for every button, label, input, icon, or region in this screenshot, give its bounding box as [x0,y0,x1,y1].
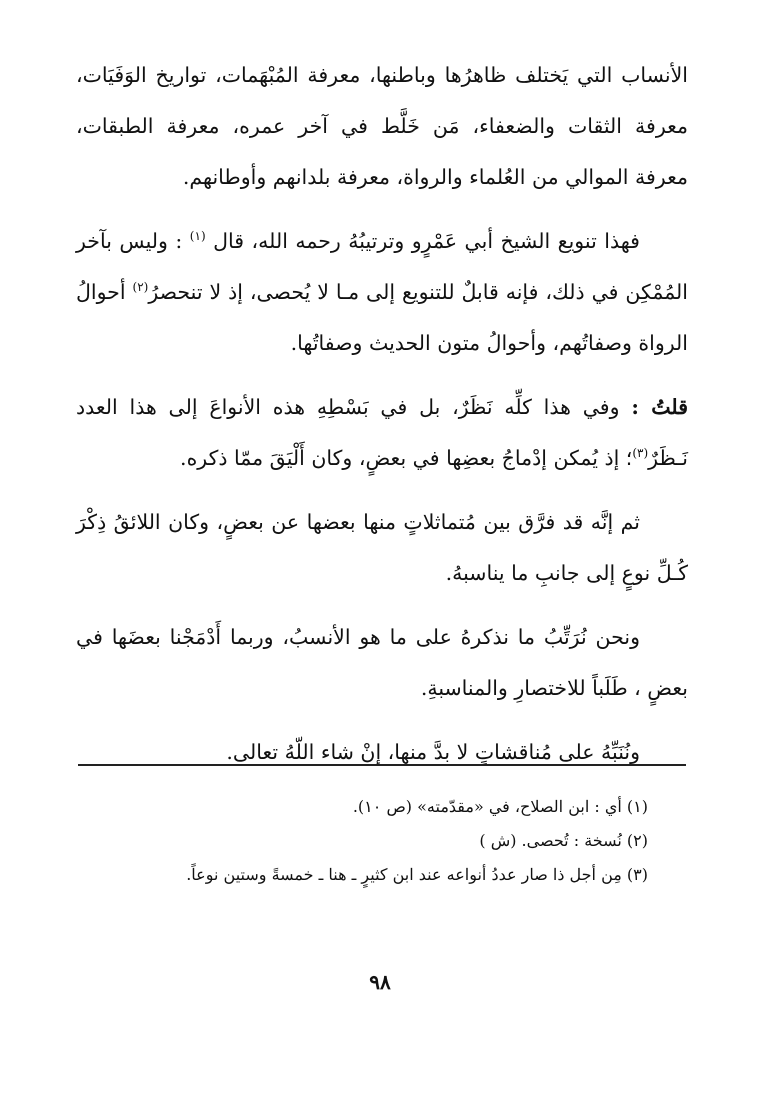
footnote-ref-2[interactable]: (٢) [132,280,149,295]
footnote-1: (١) أي : ابن الصلاح، في «مقدّمته» (ص ١٠). [352,797,648,816]
paragraph-3-text-after: ؛ إذ يُمكن إدْماجُ بعضِها في بعضٍ، وكان أَلْيَقَ ممّا ذكره. [180,446,633,470]
paragraph-1 [76,50,688,203]
footnote-ref-1[interactable]: (١) [189,229,206,244]
paragraph-4 [76,497,688,599]
footnote-2: (٢) نُسخة : تُحصى. (ش ) [479,831,648,850]
paragraph-2-text-before: فهذا تنويع الشيخ أبي عَمْرٍو وترتيبُهُ رحمه الله، قال [213,229,640,253]
paragraph-5-text: ونحن نُرَتِّبُ ما نذكرهُ على ما هو الأنسبُ، وربما أَدْمَجْنا بعضَها في بعضٍ ، طَلَباً للاختصارِ والمناسبةِ. [76,625,688,700]
paragraph-5 [76,612,688,714]
paragraph-2-text-after: : وليس بآخر المُمْكِن في ذلك، فإنه قابلٌ للتنويع إلى مـا لا يُحصى، إذ لا تنحصرُ [76,229,688,304]
paragraph-3-text-before: وفي هذا كلِّه نَظَرٌ، بل في بَسْطِهِ هذه الأنواعَ إلى هذا العدد نَـظَرٌ [76,395,688,470]
main-text [76,50,688,778]
paragraph-4-text: ثم إنَّه قد فرَّق بين مُتماثلاتٍ منها بعضها عن بعضٍ، وكان اللائقُ ذِكْرَ كُـلِّ نوعٍ إلى جانبِ ما يناسبهُ. [76,510,688,585]
paragraph-6 [76,727,688,778]
paragraph-3-lead: قلتُ : [631,395,688,419]
paragraph-1-text: الأنساب التي يَختلف ظاهرُها وباطنها، معرفة المُبْهَمات، تواريخ الوَفَيَات، معرفة الثقات والضعفاء، مَن خَلَّط في آخر عمره، معرفة الطبقات، معرفة الموالي من العُلماء والرواة، معرفة بلدانهم وأوطانهم. [76,63,688,189]
paragraph-2 [76,216,688,369]
paragraph-3 [76,382,688,484]
paragraph-2-text-end: أحوالُ الرواة وصفاتُهم، وأحوالُ متون الحديث وصفاتُها. [76,280,688,355]
footnote-separator [78,764,686,766]
footnote-ref-3[interactable]: (٣) [632,446,649,461]
paragraph-6-text: ونُنَبِّهُ على مُناقشاتٍ لا بدَّ منها، إنْ شاء اللّهُ تعالى. [226,740,640,764]
footnote-3: (٣) مِن أجل ذا صار عددُ أنواعه عند ابن كثيرٍ ـ هنا ـ خمسةً وستين نوعاً. [186,865,648,884]
footnotes [76,790,648,892]
page-number: ٩٨ [369,970,391,994]
